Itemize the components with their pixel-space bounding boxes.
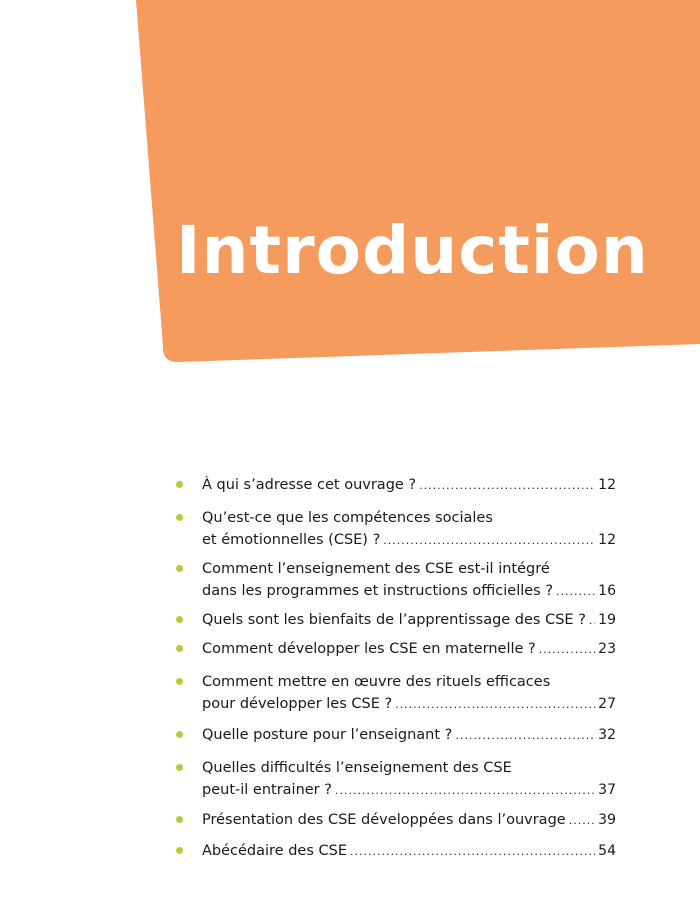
dot-leader [589, 610, 595, 632]
toc-entry-text: Comment développer les CSE en maternelle ? [202, 641, 536, 657]
toc-entry-text: Comment mettre en œuvre des rituels efficaces [202, 674, 551, 690]
banner-background [136, 0, 700, 362]
toc-entry-last-line [202, 580, 616, 603]
toc-entry-last-line [202, 724, 616, 747]
toc-entry-text: Comment l’enseignement des CSE est-il intégré [202, 561, 550, 577]
page-number: 32 [598, 727, 616, 743]
toc-entry-last-line [202, 840, 616, 863]
toc-entry-line [202, 507, 616, 529]
dot-leader [419, 475, 595, 497]
bullet-icon [176, 731, 183, 738]
page-number: 54 [598, 843, 616, 859]
dot-leader [383, 530, 595, 552]
toc-entry-text: Quels sont les bienfaits de l’apprentissage des CSE ? [202, 612, 586, 628]
toc-entry-text: et émotionnelles (CSE) ? [202, 532, 381, 548]
dot-leader [556, 581, 595, 603]
page-number: 27 [598, 696, 616, 712]
banner-shape [0, 0, 700, 370]
toc-entry-last-line [202, 779, 616, 802]
bullet-icon [176, 616, 183, 623]
title-banner [0, 0, 700, 370]
bullet-icon [176, 678, 183, 685]
dot-leader [335, 780, 595, 802]
page-number: 12 [598, 532, 616, 548]
toc-entry-text: À qui s’adresse cet ouvrage ? [202, 477, 417, 493]
page-title: Introduction [176, 212, 649, 289]
toc-entry-text: Quelles difficultés l’enseignement des CSE [202, 760, 512, 776]
toc-entry-last-line [202, 474, 616, 497]
bullet-icon [176, 764, 183, 771]
toc-entry-line [202, 558, 616, 580]
page-number: 23 [598, 641, 616, 657]
bullet-icon [176, 514, 183, 521]
toc-entry-text: peut-il entrainer ? [202, 782, 332, 798]
bullet-icon [176, 847, 183, 854]
dot-leader [455, 725, 595, 747]
dot-leader [569, 810, 595, 832]
page-number: 39 [598, 812, 616, 828]
toc-entry-last-line [202, 693, 616, 716]
bullet-icon [176, 645, 183, 652]
page-number: 19 [598, 612, 616, 628]
bullet-icon [176, 565, 183, 572]
bullet-icon [176, 816, 183, 823]
bullet-icon [176, 481, 183, 488]
dot-leader [395, 694, 595, 716]
toc-entry-last-line [202, 638, 616, 661]
toc-entry-text: Abécédaire des CSE [202, 843, 348, 859]
toc-entry-last-line [202, 609, 616, 632]
toc-entry-text: Qu’est-ce que les compétences sociales [202, 510, 493, 526]
page-number: 16 [598, 583, 616, 599]
dot-leader [350, 841, 595, 863]
toc-entry-line [202, 757, 616, 779]
toc-entry-text: Présentation des CSE développées dans l’ouvrage [202, 812, 566, 828]
toc-entry-text: dans les programmes et instructions officielles ? [202, 583, 554, 599]
toc-entry-line [202, 671, 616, 693]
toc-entry-last-line [202, 809, 616, 832]
page-number: 12 [598, 477, 616, 493]
dot-leader [539, 639, 595, 661]
toc-entry-text: Quelle posture pour l’enseignant ? [202, 727, 453, 743]
toc-entry-text: pour développer les CSE ? [202, 696, 393, 712]
page-number: 37 [598, 782, 616, 798]
toc-entry-last-line [202, 529, 616, 552]
